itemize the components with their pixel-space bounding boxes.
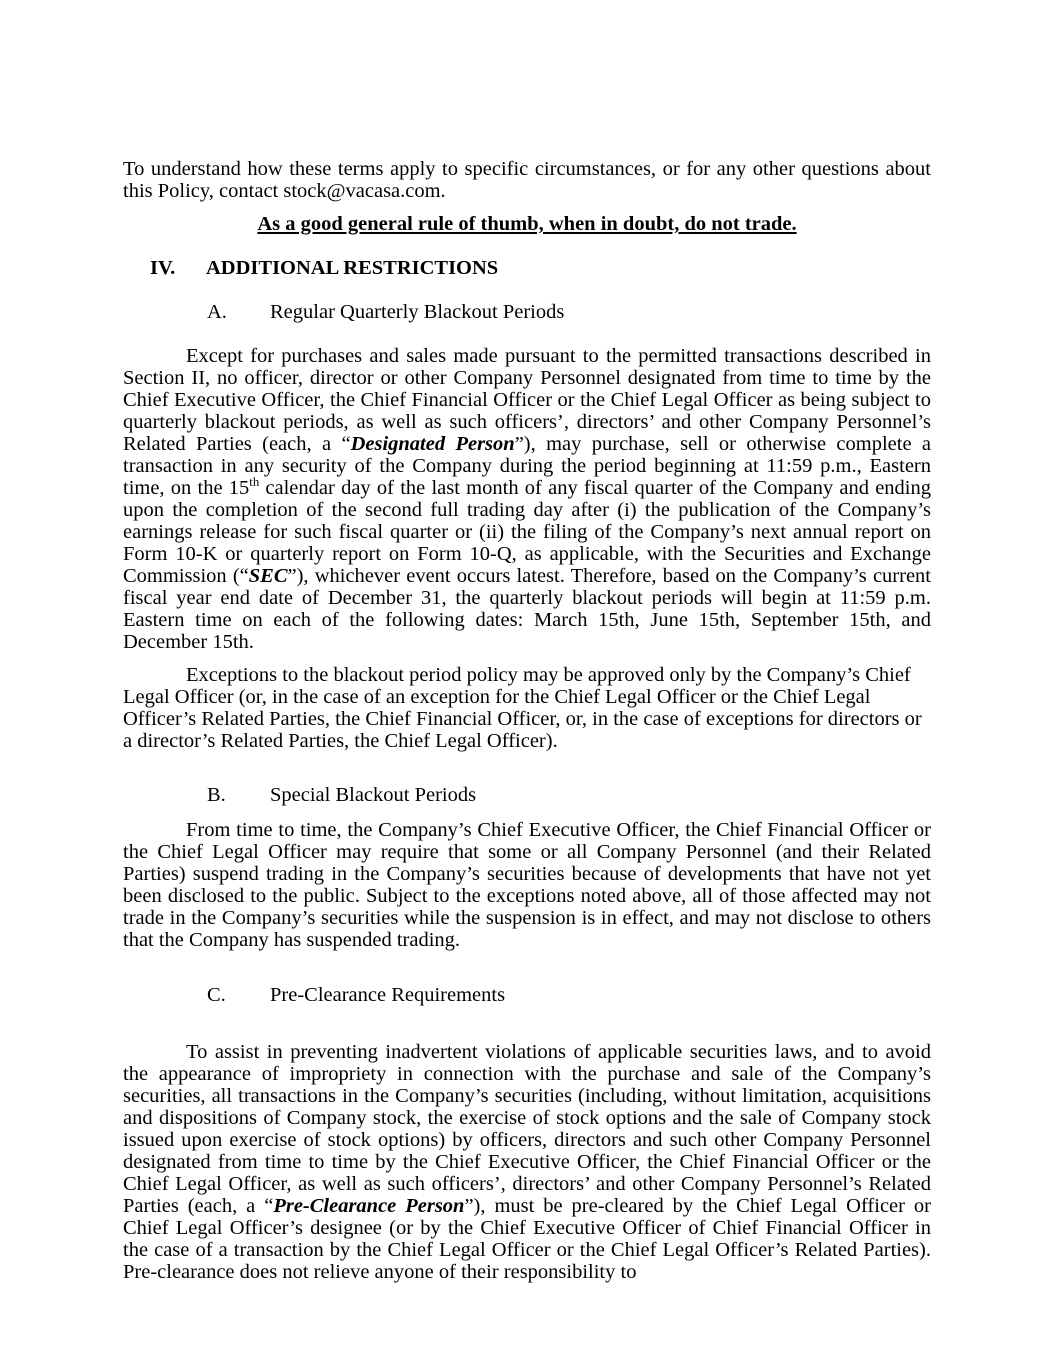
subsection-a-number: A. <box>207 301 227 323</box>
text-run-bi: SEC <box>248 565 288 587</box>
text-run-bi: Pre-Clearance Person <box>273 1195 465 1217</box>
section-iv-heading <box>150 257 931 279</box>
text-run: calendar day of the last month of any fiscal quarter of the Company and ending upon the completion of the second full trading day after (i) the publication of the Company’s earnings release for such fiscal quarter or (ii) the filing of the Company’s next annual report on Form 10-K or quarterly report on Form 10-Q, as applicable, with the Securities and Exchange Commission (“ <box>123 477 931 587</box>
subsection-b-heading <box>207 784 931 806</box>
text-run: ”), whichever event occurs latest. Therefore, based on the Company’s current fiscal year end date of December 31, the quarterly blackout periods will begin at 11:59 p.m. Eastern time on each of the following dates: March 15th, June 15th, September 15th, and December 15th. <box>123 565 931 653</box>
text-run-bi: Designated Person <box>350 433 515 455</box>
paragraph-pre-clearance <box>123 1041 931 1283</box>
paragraph-regular-blackout <box>123 345 931 653</box>
text-run-sup: th <box>249 475 260 490</box>
subsection-c-heading <box>207 984 931 1006</box>
text-run: To assist in preventing inadvertent violations of applicable securities laws, and to avoid the appearance of impropriety in connection with the purchase and sale of the Company’s securities, all transactions in the Company’s securities (including, without limitation, acquisitions and dispositions of Company stock, the exercise of stock options and the sale of Company stock issued upon exercise of stock options) by officers, directors and such other Company Personnel designated from time to time by the Chief Executive Officer, the Chief Financial Officer or the Chief Legal Officer, as well as such officers’, directors’ and other Company Personnel’s Related Parties (each, a “ <box>123 1041 931 1217</box>
paragraph-special-blackout: From time to time, the Company’s Chief Executive Officer, the Chief Financial Officer or the Chief Legal Officer may require that some or all Company Personnel (and their Related Parties) suspend trading in the Company’s securities because of developments that have not yet been disclosed to the public. Subject to the exceptions noted above, all of those affected may not trade in the Company’s securities while the suspension is in effect, and may not disclose to others that the Company has suspended trading. <box>123 819 931 951</box>
text-run: ”), may purchase, sell or otherwise complete a transaction in any security of the Company during the period beginning at 11:59 p.m., Eastern time, on the 15 <box>123 433 932 499</box>
paragraph-blackout-exceptions: Exceptions to the blackout period policy may be approved only by the Company’s Chief Legal Officer (or, in the case of an exception for the Chief Legal Officer or the Chief Legal Officer’s Related Parties, the Chief Financial Officer, or, in the case of exceptions for directors or a director’s Related Parties, the Chief Legal Officer). <box>123 664 922 752</box>
rule-of-thumb-line: As a good general rule of thumb, when in doubt, do not trade. <box>257 213 797 235</box>
intro-paragraph: To understand how these terms apply to specific circumstances, or for any other questions about this Policy, contact stock@vacasa.com. <box>123 158 931 202</box>
subsection-c-number: C. <box>207 984 226 1006</box>
text-run: ”), must be pre-cleared by the Chief Legal Officer or Chief Legal Officer’s designee (or by the Chief Executive Officer of Chief Financial Officer in the case of a transaction by the Chief Legal Officer or the Chief Legal Officer’s Related Parties). Pre-clearance does not relieve anyone of their responsibility to <box>123 1195 931 1283</box>
subsection-b-number: B. <box>207 784 226 806</box>
document-content <box>123 158 931 1283</box>
subsection-a-title: Regular Quarterly Blackout Periods <box>270 301 565 323</box>
section-iv-number: IV. <box>150 257 176 279</box>
subsection-c-title: Pre-Clearance Requirements <box>270 984 506 1006</box>
section-iv-title: ADDITIONAL RESTRICTIONS <box>206 257 499 279</box>
text-run: Except for purchases and sales made pursuant to the permitted transactions described in Section II, no officer, director or other Company Personnel designated from time to time by the Chief Executive Officer, the Chief Financial Officer or the Chief Legal Officer as being subject to quarterly blackout periods, as well as such officers’, directors’ and other Company Personnel’s Related Parties (each, a “ <box>123 345 931 455</box>
subsection-b-title: Special Blackout Periods <box>270 784 477 806</box>
subsection-a-heading <box>207 301 931 323</box>
